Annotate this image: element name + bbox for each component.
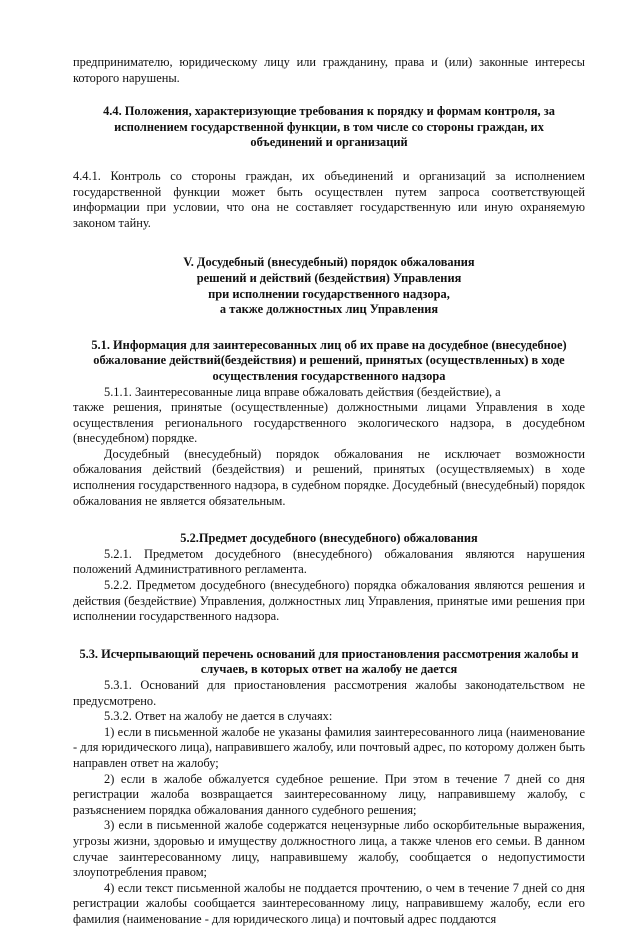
paragraph-5-3-1: 5.3.1. Оснований для приостановления рассмотрения жалобы законодательством не предусмотрено. (73, 678, 585, 708)
section-5-3-heading: 5.3. Исчерпывающий перечень оснований для приостановления рассмотрения жалобы и случаев, в которых ответ на жалобу не дается (79, 646, 579, 677)
intro-paragraph: предпринимателю, юридическому лицу или гражданину, права и (или) законные интересы которого нарушены. (73, 55, 585, 85)
list-item-1: 1) если в письменной жалобе не указаны фамилия заинтересованного лица (наименование - для юридического лица), направившего жалобу, или почтовый адрес, по которому должен быть направлен ответ на жалобу; (73, 724, 585, 770)
paragraph-4-4-1: 4.4.1. Контроль со стороны граждан, их объединений и организаций за исполнением государственной функции может быть осуществлен путем запроса соответствующей информации при условии, что она не составляет государственную или иную охраняемую законом тайну. (73, 168, 585, 230)
section-5-1-heading: 5.1. Информация для заинтересованных лиц об их праве на досудебное (внесудебное) обжалование действий(бездействия) и решений, принятых (осуществленных) в ходе осуществления государственного надзора (91, 337, 567, 383)
paragraph-5-1-1-continuation: также решения, принятые (осуществленные) должностными лицами Управления в ходе осуществления регионального государственного экологического надзора, в досудебном (внесудебном) порядке. (73, 400, 585, 446)
section-5-heading-line-3: при исполнении государственного надзора, (208, 286, 450, 301)
section-4-4-heading: 4.4. Положения, характеризующие требования к порядку и формам контроля, за исполнением государственной функции, в том числе со стороны граждан, их объединений и организаций (103, 104, 555, 150)
paragraph-5-1-2: Досудебный (внесудебный) порядок обжалования не исключает возможности обжалования действий (бездействия) и решений, принятых (осуществляемых) в ходе исполнения государственного надзора, в судебном порядке. Досудебный (внесудебный) порядок обжалования не является обязательным. (73, 446, 585, 508)
section-5-heading (73, 255, 585, 317)
section-5-heading-line-1: V. Досудебный (внесудебный) порядок обжалования (183, 255, 475, 270)
list-item-4: 4) если текст письменной жалобы не поддается прочтению, о чем в течение 7 дней со дня регистрации жалобы сообщается заинтересованному лицу, направившему жалобу, если его фамилия (наименование - для юридического лица) и почтовый адрес поддаются (73, 880, 585, 926)
paragraph-5-3-2: 5.3.2. Ответ на жалобу не дается в случаях: (104, 709, 333, 724)
paragraph-5-2-2: 5.2.2. Предметом досудебного (внесудебного) порядка обжалования являются решения и действия (бездействие) Управления, должностных лиц Управления, принятые ими решения при исполнении государственного надзора. (73, 578, 585, 624)
list-item-2: 2) если в жалобе обжалуется судебное решение. При этом в течение 7 дней со дня регистрации жалоба возвращается заинтересованному лицу, направившему жалобу, с разъяснением порядка обжалования данного судебного решения; (73, 771, 585, 817)
section-5-2-heading: 5.2.Предмет досудебного (внесудебного) обжалования (180, 531, 478, 546)
list-item-3: 3) если в письменной жалобе содержатся нецензурные либо оскорбительные выражения, угрозы жизни, здоровью и имуществу должностного лица, а также членов его семьи. В данном случае заинтересованному лицу, направившему жалобу, сообщается о недопустимости злоупотребления правом; (73, 818, 585, 880)
paragraph-5-2-1: 5.2.1. Предметом досудебного (внесудебного) обжалования являются нарушения положений Административного регламента. (73, 546, 585, 577)
section-5-heading-line-4: а также должностных лиц Управления (219, 302, 439, 317)
paragraph-5-1-1-first-line: 5.1.1. Заинтересованные лица вправе обжаловать действия (бездействие), а (104, 384, 501, 399)
section-5-heading-line-2: решений и действий (бездействия) Управления (196, 270, 462, 285)
